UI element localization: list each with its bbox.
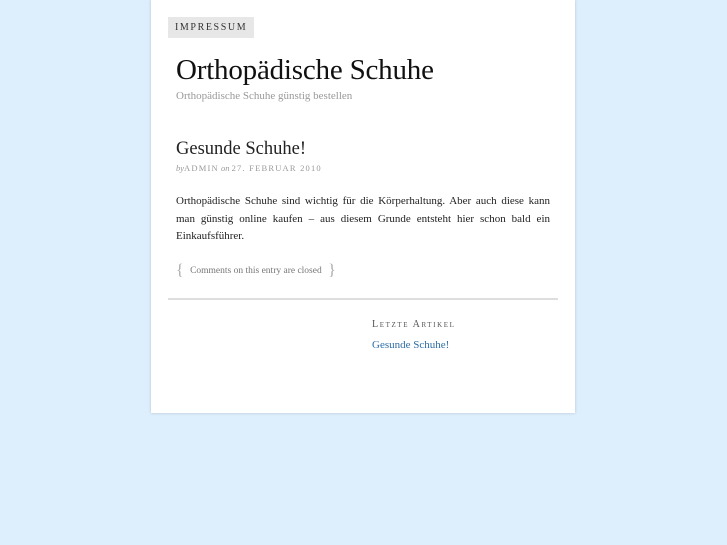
sidebar-recent-link[interactable]: Gesunde Schuhe! [372,339,450,351]
post-meta-on: on [220,163,230,173]
post-date: 27. FEBRUAR 2010 [231,163,322,173]
page-container [151,0,575,413]
close-brace: } [328,262,336,279]
blog-title[interactable]: Orthopädische Schuhe [176,54,434,86]
blog-tagline: Orthopädische Schuhe günstig bestellen [176,90,353,102]
content-divider [168,298,558,300]
post-author: ADMIN [184,163,219,173]
open-brace: { [176,262,184,279]
post-title[interactable]: Gesunde Schuhe! [176,139,306,159]
post-meta-by: by [176,163,185,173]
post-meta [176,163,322,173]
sidebar-recent-heading: Letzte Artikel [372,319,456,330]
comments-closed-note [176,262,336,280]
post-body: Orthopädische Schuhe sind wichtig für die Körperhaltung. Aber auch diese kann man günstig online kaufen – aus diesem Grunde entsteht hier schon bald ein Einkaufsführer. [176,195,550,242]
comments-closed-text: Comments on this entry are closed [190,266,322,276]
nav-tab-impressum[interactable]: IMPRESSUM [168,17,254,38]
